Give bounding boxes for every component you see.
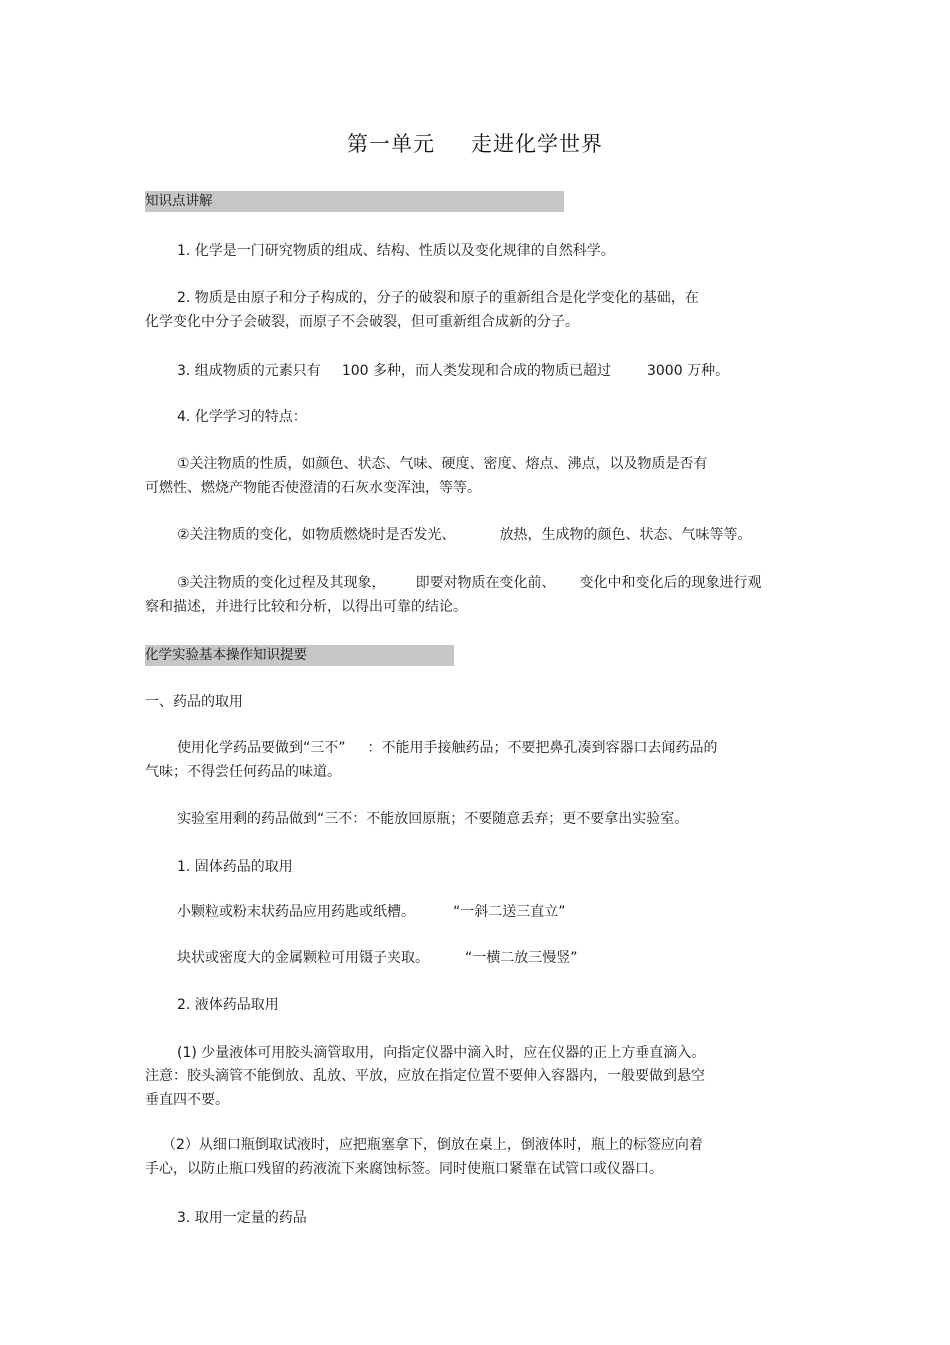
feature-2-part-b: 放热，生成物的颜色、状态、气味等等。 [499, 527, 752, 543]
liquid-rule-1-line-3: 垂直四不要。 [145, 1092, 229, 1108]
lab-rule-2: 实验室用剩的药品做到“三不：不能放回原瓶；不要随意丢弃；更不要拿出实验室。 [177, 811, 689, 827]
solid-reagent-powder [177, 903, 566, 921]
lab-rule-1-part-a: 使用化学药品要做到“三不” [177, 740, 346, 756]
page-title [0, 128, 950, 158]
feature-2 [177, 526, 752, 544]
feature-3-part-a: ③关注物质的变化过程及其现象， [177, 575, 386, 591]
solid-reagent-block-mnemonic: “一横二放三慢竖” [465, 950, 578, 966]
liquid-rule-1-line-2: 注意：胶头滴管不能倒放、乱放、平放，应放在指定位置不要伸入容器内，一般要做到悬空 [145, 1068, 705, 1084]
lab-heading-1: 一、药品的取用 [145, 694, 243, 710]
measured-reagent-heading: 3. 取用一定量的药品 [177, 1210, 307, 1226]
knowledge-point-3-part-a: 3. 组成物质的元素只有 [177, 363, 321, 379]
section-header-knowledge: 知识点讲解 [145, 191, 564, 212]
title-unit: 第一单元 [347, 132, 435, 156]
liquid-reagent-heading: 2. 液体药品取用 [177, 997, 279, 1013]
knowledge-point-2-line-2: 化学变化中分子会破裂，而原子不会破裂，但可重新组合成新的分子。 [145, 314, 579, 330]
feature-1-line-2: 可燃性、燃烧产物能否使澄清的石灰水变浑浊，等等。 [145, 480, 481, 496]
feature-3-line-2: 察和描述，并进行比较和分析，以得出可靠的结论。 [145, 599, 467, 615]
knowledge-point-3-part-c: 3000 万种。 [646, 363, 730, 379]
knowledge-point-2-line-1: 2. 物质是由原子和分子构成的，分子的破裂和原子的重新组合是化学变化的基础，在 [177, 290, 699, 306]
solid-reagent-powder-mnemonic: “一斜二送三直立” [453, 904, 566, 920]
knowledge-point-4: 4. 化学学习的特点： [177, 409, 307, 425]
liquid-rule-2-line-2: 手心，以防止瓶口残留的药液流下来腐蚀标签。同时使瓶口紧靠在试管口或仪器口。 [145, 1161, 663, 1177]
liquid-rule-1-line-1: (1) 少量液体可用胶头滴管取用，向指定仪器中滴入时，应在仪器的正上方垂直滴入。 [177, 1045, 706, 1061]
feature-1-line-1: ①关注物质的性质，如颜色、状态、气味、硬度、密度、熔点、沸点，以及物质是否有 [177, 456, 708, 472]
liquid-rule-2-line-1: （2）从细口瓶倒取试液时，应把瓶塞拿下，倒放在桌上，倒液体时，瓶上的标签应向着 [162, 1137, 703, 1153]
feature-2-part-a: ②关注物质的变化，如物质燃烧时是否发光、 [177, 527, 456, 543]
knowledge-point-3 [177, 362, 729, 380]
feature-3-line-1 [177, 574, 762, 592]
knowledge-point-3-part-b: 100 多种，而人类发现和合成的物质已超过 [341, 363, 611, 379]
lab-rule-1-part-b: ：不能用手接触药品；不要把鼻孔凑到容器口去闻药品的 [367, 740, 718, 756]
section-header-lab: 化学实验基本操作知识提要 [145, 645, 454, 666]
solid-reagent-heading: 1. 固体药品的取用 [177, 859, 293, 875]
lab-rule-1-line-1 [177, 739, 718, 757]
title-topic: 走进化学世界 [471, 132, 603, 156]
solid-reagent-block [177, 949, 578, 967]
solid-reagent-block-text: 块状或密度大的金属颗粒可用镊子夹取。 [177, 950, 429, 966]
solid-reagent-powder-text: 小颗粒或粉末状药品应用药匙或纸槽。 [177, 904, 415, 920]
knowledge-point-1: 1. 化学是一门研究物质的组成、结构、性质以及变化规律的自然科学。 [177, 243, 615, 259]
lab-rule-1-line-2: 气味；不得尝任何药品的味道。 [145, 764, 341, 780]
feature-3-part-b: 即要对物质在变化前、 [415, 575, 556, 591]
feature-3-part-c: 变化中和变化后的现象进行观 [579, 575, 762, 591]
